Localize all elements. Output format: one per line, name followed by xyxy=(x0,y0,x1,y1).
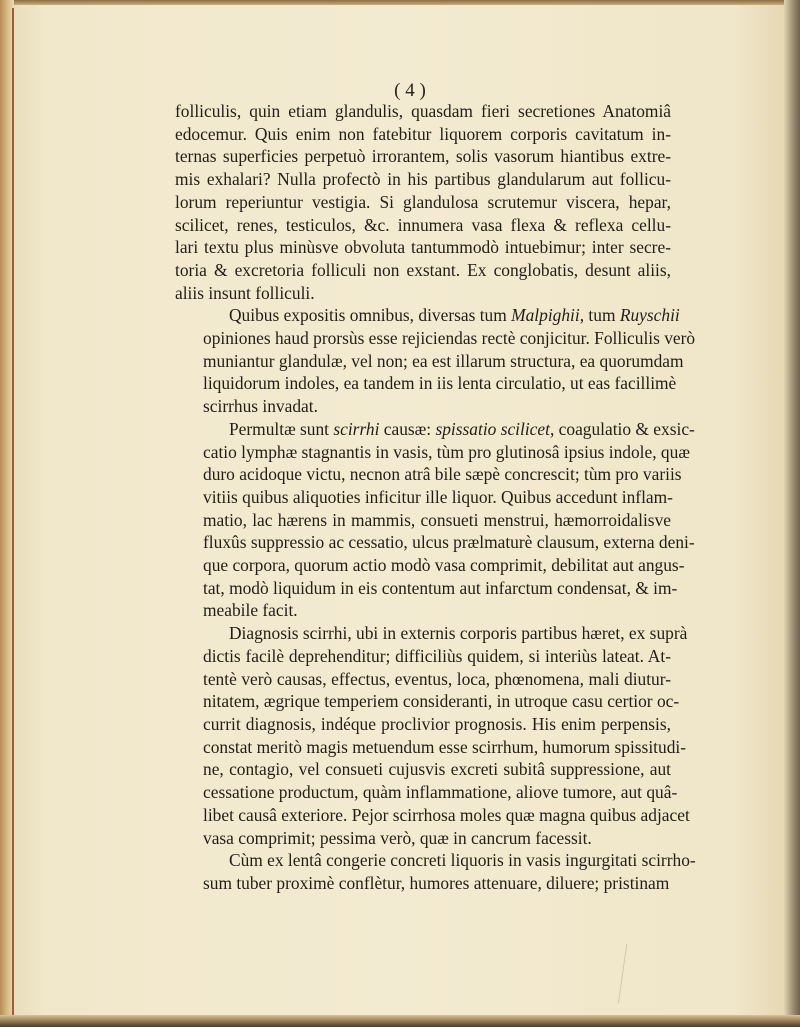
paragraph xyxy=(175,418,695,622)
page-bottom-edge xyxy=(0,1015,800,1027)
text-line: ternas superficies perpetuò irrorantem, solis vasorum hiantibus extre- xyxy=(175,146,671,167)
body-text xyxy=(175,100,696,895)
text-line: Quibus expositis omnibus, diversas tum Malpighii, tum Ruyschii xyxy=(229,305,680,326)
text-line: vitiis quibus aliquoties inficitur ille liquor. Quibus accedunt inflam- xyxy=(203,486,673,507)
text-line: catio lymphæ stagnantis in vasis, tùm pro glutinosâ ipsius indole, quæ xyxy=(203,441,690,462)
text-line: ne, contagio, vel consueti cujusvis excreti subitâ suppressione, aut xyxy=(203,759,671,780)
text-line: muniantur glandulæ, vel non; ea est illarum structura, ea quorumdam xyxy=(203,350,684,371)
paper-mark xyxy=(618,944,647,1006)
page-number: ( 4 ) xyxy=(394,80,426,101)
text-line: Cùm ex lentâ congerie concreti liquoris in vasis ingurgitati scirrho- xyxy=(229,850,696,871)
text-line: scilicet, renes, testiculos, &c. innumera vasa flexa & reflexa cellu- xyxy=(175,214,671,235)
text-line: cessatione productum, quàm inflammatione, aliove tumore, aut quâ- xyxy=(203,782,678,803)
binding-rule xyxy=(12,8,14,1018)
text-line: libet causâ exteriore. Pejor scirrhosa moles quæ magna quibus adjacet xyxy=(203,804,690,825)
text-line: edocemur. Quis enim non fatebitur liquorem corporis cavitatum in- xyxy=(175,123,671,144)
text-line: nitatem, ægrique temperiem consideranti, in utroque casu certior oc- xyxy=(203,691,680,712)
text-line: liquidorum indoles, ea tandem in iis lenta circulatio, ut eas facillimè xyxy=(203,373,677,394)
text-line: tat, modò liquidum in eis contentum aut infarctum condensat, & im- xyxy=(203,577,678,598)
paragraph xyxy=(175,304,696,418)
text-line: opiniones haud prorsùs esse rejiciendas rectè conjicitur. Folliculis verò xyxy=(203,328,696,349)
text-line: currit diagnosis, indéque proclivior prognosis. His enim perpensis, xyxy=(203,713,671,734)
paragraph xyxy=(175,100,671,304)
text-line: lari textu plus minùsve obvoluta tantummodò intuebimur; inter secre- xyxy=(175,237,671,258)
text-line: scirrhus invadat. xyxy=(203,396,318,417)
page-right-edge xyxy=(784,0,800,1027)
paragraph xyxy=(175,849,696,894)
text-line: folliculis, quin etiam glandulis, quasdam fieri secretiones Anatomiâ xyxy=(175,101,671,121)
text-line: tentè verò causas, effectus, eventus, loca, phœnomena, mali diutur- xyxy=(203,668,671,689)
text-line: constat meritò magis metuendum esse scirrhum, humorum spissitudi- xyxy=(203,736,687,757)
paragraph xyxy=(175,622,690,849)
text-line: Permultæ sunt scirrhi causæ: spissatio scilicet, coagulatio & exsic- xyxy=(229,418,695,439)
text-line: Diagnosis scirrhi, ubi in externis corporis partibus hæret, ex suprà xyxy=(229,623,688,644)
text-line: dictis facilè deprehenditur; difficiliùs quidem, si interiùs lateat. At- xyxy=(203,645,671,666)
text-line: que corpora, quorum actio modò vasa comprimit, debilitat aut angus- xyxy=(203,555,685,576)
page-top-edge xyxy=(0,0,800,5)
text-line: matio, lac hærens in mammis, consueti menstrui, hæmorroidalisve xyxy=(203,509,671,530)
text-line: mis exhalari? Nulla profectò in his partibus glandularum aut follicu- xyxy=(175,169,671,190)
text-line: vasa comprimit; pessima verò, quæ in cancrum facessit. xyxy=(203,827,592,848)
text-line: aliis insunt folliculi. xyxy=(175,282,315,303)
text-line: duro acidoque victu, necnon atrâ bile sæpè concrescit; tùm pro variis xyxy=(203,464,682,485)
text-line: toria & excretoria folliculi non exstant. Ex conglobatis, desunt aliis, xyxy=(175,259,671,280)
text-line: sum tuber proximè conflètur, humores attenuare, diluere; pristinam xyxy=(203,872,670,893)
text-line: meabile facit. xyxy=(203,600,298,621)
text-line: fluxûs suppressio ac cessatio, ulcus prælmaturè clausum, externa deni- xyxy=(203,532,695,553)
text-line: lorum reperiuntur vestigia. Si glandulosa scrutemur viscera, hepar, xyxy=(175,191,671,212)
